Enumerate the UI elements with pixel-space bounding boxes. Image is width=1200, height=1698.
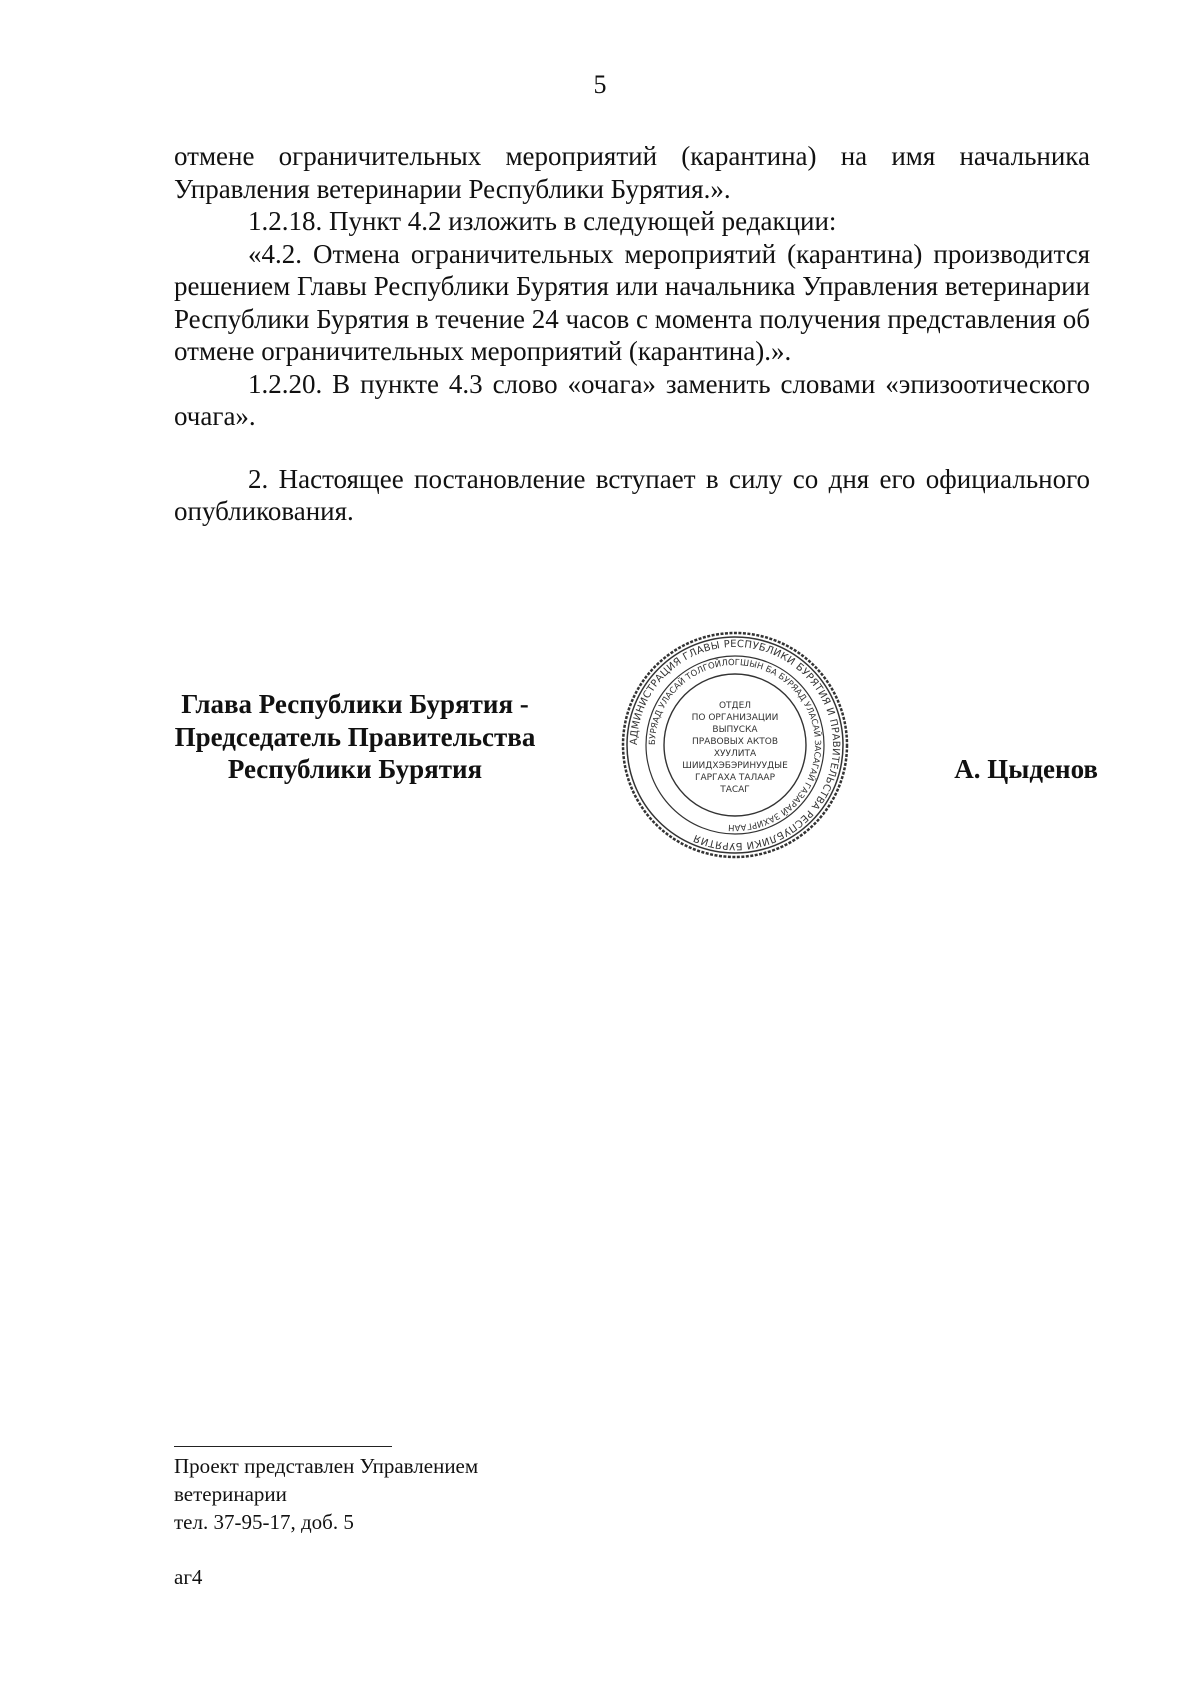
- signatory-title-line: Глава Республики Бурятия -: [181, 689, 529, 719]
- paragraph-item-2: 2. Настоящее постановление вступает в силу со дня его официального опубликования.: [174, 463, 1090, 526]
- footnote-divider: [174, 1446, 392, 1447]
- signatory-title-line: Председатель Правительства: [174, 721, 536, 752]
- seal-center-line: ТАСАГ: [720, 785, 750, 795]
- paragraph-quoted-4-2: «4.2. Отмена ограничительных мероприятий (карантина) производится решением Главы Республики Бурятия или начальника Управления ветеринарии Республики Бурятия в течение 24 часов с момента получения представления об отмене ограничительных мероприятий (карантина).».: [174, 238, 1090, 366]
- signatory-name: А. Цыденов: [954, 754, 1098, 784]
- footnote-line: тел. 37-95-17, доб. 5: [174, 1510, 354, 1534]
- seal-center-line: ПРАВОВЫХ АКТОВ: [691, 737, 779, 747]
- seal-inner-text: БУРЯАД УЛАСАЙ ТОЛГОЙЛОГШЫН БА БУРЯАД УЛАСАЙ ЗАСАГАЙ ГАЗАРАЙ ЗАХИРГААН: [647, 657, 823, 833]
- seal-center-line: ВЫПУСКА: [712, 725, 758, 735]
- seal-center-line: ХУУЛИТА: [713, 749, 757, 759]
- seal-center-text: [682, 701, 788, 795]
- seal-center-line: ОТДЕЛ: [718, 701, 752, 711]
- seal-outer-text: АДМИНИСТРАЦИЯ ГЛАВЫ РЕСПУБЛИКИ БУРЯТИЯ И ПРАВИТЕЛЬСТВА РЕСПУБЛИКИ БУРЯТИЯ: [628, 638, 842, 852]
- signatory-title-line: Республики Бурятия: [227, 754, 483, 784]
- footnote-line: ветеринарии: [174, 1482, 287, 1506]
- seal-center-line: ГАРГАХА ТАЛААР: [694, 773, 776, 783]
- footnote-line: Проект представлен Управлением: [174, 1454, 479, 1478]
- document-code: аг4: [174, 1565, 203, 1589]
- paragraph-item-1-2-18: 1.2.18. Пункт 4.2 изложить в следующей редакции:: [248, 206, 837, 236]
- seal-center-line: ПО ОРГАНИЗАЦИИ: [691, 713, 779, 723]
- seal-center-line: ШИИДХЭБЭРИНУУДЫЕ: [682, 761, 788, 771]
- paragraph-spacer: [174, 433, 1090, 463]
- page-number: 5: [593, 70, 607, 99]
- signatory-title: [130, 688, 580, 786]
- document-body: [174, 140, 1090, 528]
- paragraph-item-1-2-20: 1.2.20. В пункте 4.3 слово «очага» заменить словами «эпизоотического очага».: [174, 368, 1090, 431]
- footnote: [174, 1452, 478, 1536]
- paragraph-continuation: отмене ограничительных мероприятий (карантина) на имя начальника Управления ветеринарии Республики Бурятия.».: [174, 141, 1090, 204]
- official-seal-stamp: [620, 630, 850, 860]
